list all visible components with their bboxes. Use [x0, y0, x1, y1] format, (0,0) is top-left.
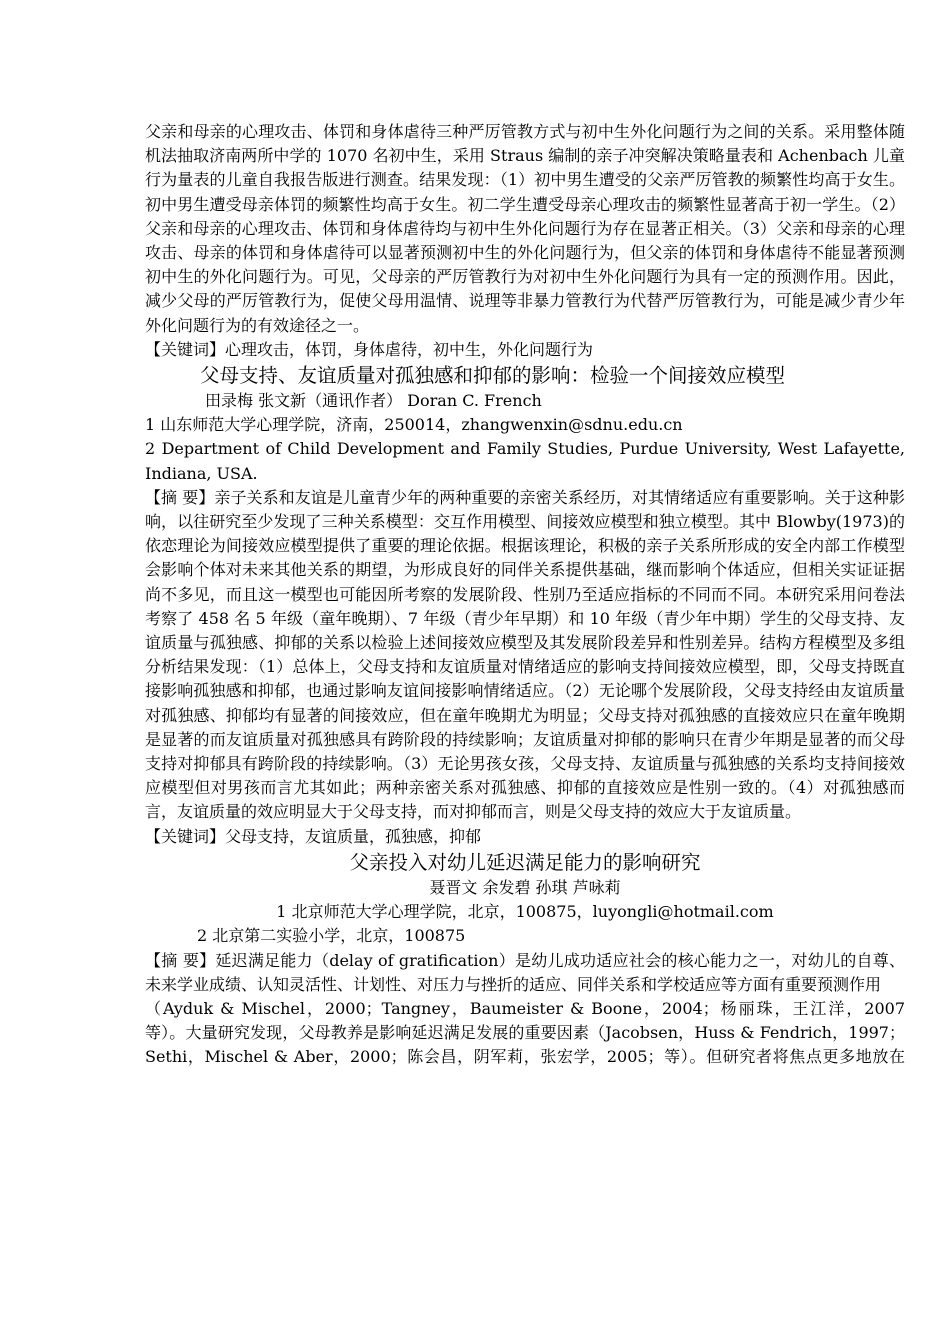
affiliation: 1 山东师范大学心理学院，济南，250014，zhangwenxin@sdnu.edu.cn — [145, 415, 683, 435]
author-list: 聂晋文 余发碧 孙琪 芦咏莉 — [429, 877, 621, 897]
keywords-line: 【关键词】心理攻击，体罚，身体虐待，初中生，外化问题行为 — [145, 339, 594, 359]
affiliation: 2 Department of Child Development and Family Studies, Purdue University, West Lafayette, Indiana, USA. — [145, 439, 905, 483]
article-title: 父亲投入对幼儿延迟满足能力的影响研究 — [349, 850, 701, 874]
affiliation: 2 北京第二实验小学，北京，100875 — [197, 926, 466, 946]
abstract-paragraph: 【摘 要】亲子关系和友谊是儿童青少年的两种重要的亲密关系经历，对其情绪适应有重要影响。关于这种影响，以往研究至少发现了三种关系模型：交互作用模型、间接效应模型和独立模型。其中 Blowby(1973)的依恋理论为间接效应模型提供了重要的理论依据。根据该理论，积极的亲子关系所形成的安全内部工作模型会影响个体对未来其他关系的期望，为形成良好的同伴关系提供基础，继而影响个体适应，但相关实证证据尚不多见，而且这一模型也可能因所考察的发展阶段、性别乃至适应指标的不同而不同。本研究采用问卷法考察了 458 名 5 年级（童年晚期）、7 年级（青少年早期）和 10 年级（青少年中期）学生的父母支持、友谊质量与孤独感、抑郁的关系以检验上述间接效应模型及其发展阶段差异和性别差异。结构方程模型及多组分析结果发现：（1）总体上，父母支持和友谊质量对情绪适应的影响支持间接效应模型，即，父母支持既直接影响孤独感和抑郁，也通过影响友谊间接影响情绪适应。（2）无论哪个发展阶段，父母支持经由友谊质量对孤独感、抑郁均有显著的间接效应，但在童年晚期尤为明显；父母支持对孤独感的直接效应只在童年晚期是显著的而友谊质量对孤独感具有跨阶段的持续影响；友谊质量对抑郁的影响只在青少年期是显著的而父母支持对抑郁具有跨阶段的持续影响。（3）无论男孩女孩，父母支持、友谊质量与孤独感的关系均支持间接效应模型但对男孩而言尤其如此；两种亲密关系对孤独感、抑郁的直接效应是性别一致的。（4）对孤独感而言，友谊质量的效应明显大于父母支持，而对抑郁而言，则是父母支持的效应大于友谊质量。 — [145, 487, 905, 822]
document-page — [145, 120, 905, 1070]
article-title: 父母支持、友谊质量对孤独感和抑郁的影响：检验一个间接效应模型 — [200, 364, 786, 388]
abstract-continuation: 父亲和母亲的心理攻击、体罚和身体虐待三种严厉管教方式与初中生外化问题行为之间的关系。采用整体随机法抽取济南两所中学的 1070 名初中生，采用 Straus 编制的亲子冲突解决策略量表和 Achenbach 儿童行为量表的儿童自我报告版进行测查。结果发现：（1）初中男生遭受的父亲严厉管教的频繁性均高于女生。初中男生遭受母亲体罚的频繁性均高于女生。初二学生遭受母亲心理攻击的频繁性显著高于初一学生。（2）父亲和母亲的心理攻击、体罚和身体虐待均与初中生外化问题行为存在显著正相关。（3）父亲和母亲的心理攻击、母亲的体罚和身体虐待可以显著预测初中生的外化问题行为，但父亲的体罚和身体虐待不能显著预测初中生的外化问题行为。可见，父母亲的严厉管教行为对初中生外化问题行为具有一定的预测作用。因此，减少父母的严厉管教行为，促使父母用温情、说理等非暴力管教行为代替严厉管教行为，可能是减少青少年外化问题行为的有效途径之一。 — [145, 122, 905, 335]
abstract-paragraph: 【摘 要】延迟满足能力（delay of gratification）是幼儿成功适应社会的核心能力之一，对幼儿的自尊、未来学业成绩、认知灵活性、计划性、对压力与挫折的适应、同伴关系和学校适应等方面有重要预测作用 — [145, 950, 905, 994]
abstract-paragraph: （Ayduk & Mischel，2000；Tangney，Baumeister & Boone，2004；杨丽珠，王江洋，2007 等）。大量研究发现，父母教养是影响延迟满足发展的重要因素（Jacobsen，Huss & Fendrich，1997；Sethi，Mischel & Aber，2000；陈会昌，阴军莉，张宏学，2005；等）。但研究者将焦点更多地放在 — [145, 998, 905, 1067]
affiliation: 1 北京师范大学心理学院，北京，100875，luyongli@hotmail.com — [276, 902, 774, 922]
author-list: 田录梅 张文新（通讯作者） Doran C. French — [205, 391, 542, 411]
keywords-line: 【关键词】父母支持，友谊质量，孤独感，抑郁 — [145, 826, 482, 846]
